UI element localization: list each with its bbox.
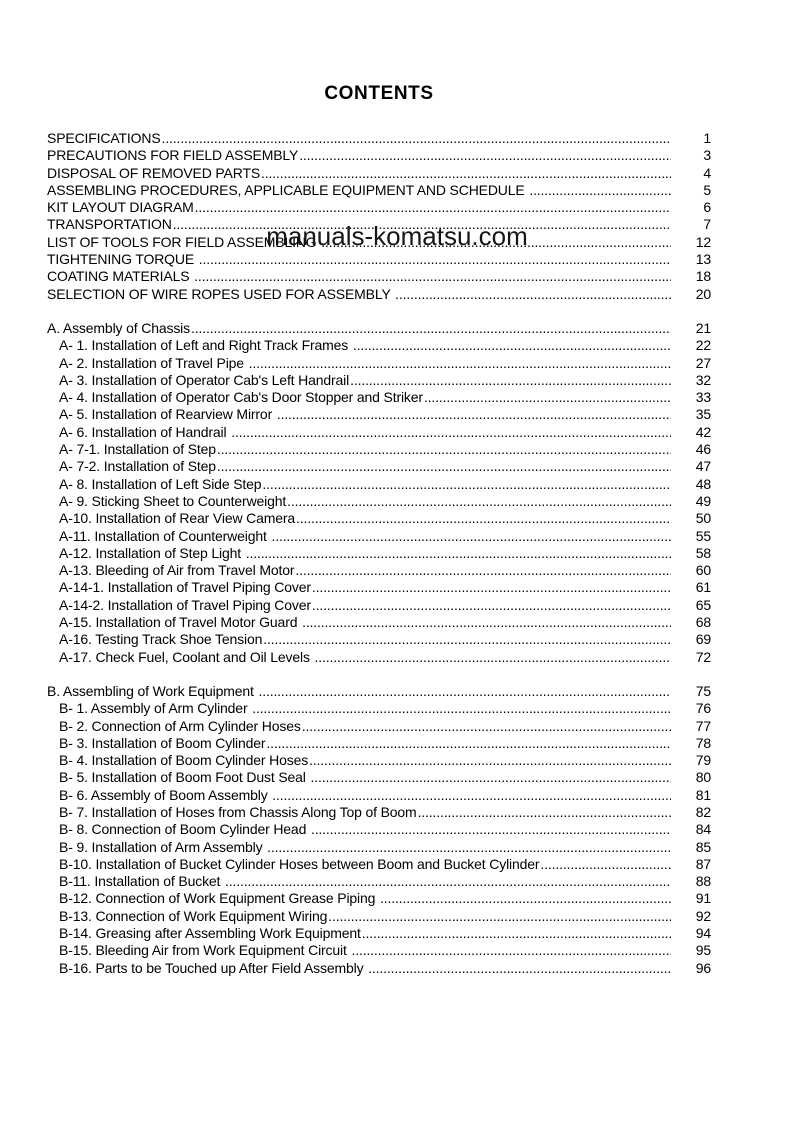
toc-entry-label: COATING MATERIALS [47, 268, 194, 285]
watermark-overlay: manuals-komatsu.com [266, 221, 528, 251]
toc-entry-page: 5 [703, 181, 711, 198]
dot-leader [249, 355, 671, 372]
toc-entry-label: A- 5. Installation of Rearview Mirror [59, 406, 276, 423]
toc-row [47, 873, 711, 890]
dot-leader [246, 545, 671, 562]
toc-entry-label: B- 1. Assembly of Arm Cylinder [59, 700, 252, 717]
toc-row [47, 165, 711, 182]
toc-entry-page: 50 [695, 510, 711, 527]
toc-entry-label: ASSEMBLING PROCEDURES, APPLICABLE EQUIPMENT AND SCHEDULE [47, 181, 529, 198]
toc-entry-label: A- 3. Installation of Operator Cab's Left Handrail [59, 371, 350, 388]
toc-entry-page: 21 [695, 319, 711, 336]
dot-leader [353, 337, 671, 354]
toc-row [47, 199, 711, 216]
toc-entry-page: 27 [695, 354, 711, 371]
dot-leader [309, 752, 671, 769]
toc-entry-label: B- 6. Assembly of Boom Assembly [59, 786, 272, 803]
toc-row [47, 890, 711, 907]
dot-leader [199, 251, 671, 268]
toc-row [47, 614, 711, 631]
toc-entry-page: 35 [695, 406, 711, 423]
toc-entry-page: 78 [695, 734, 711, 751]
dot-leader [225, 873, 671, 890]
dot-leader [312, 597, 671, 614]
toc-row [47, 821, 711, 838]
dot-leader [194, 268, 671, 285]
dot-leader [311, 821, 671, 838]
toc-row [47, 752, 711, 769]
dot-leader [380, 890, 671, 907]
dot-leader [271, 528, 671, 545]
toc-entry-label: A- 6. Installation of Handrail [59, 423, 231, 440]
dot-leader [277, 406, 671, 423]
toc-row [47, 216, 711, 233]
toc-entry-page: 55 [695, 527, 711, 544]
toc-row [47, 925, 711, 942]
toc-entry-page: 92 [695, 907, 711, 924]
toc-entry-page: 58 [695, 544, 711, 561]
dot-leader [296, 510, 671, 527]
toc-row [47, 683, 711, 700]
toc-entry-label: A- 9. Sticking Sheet to Counterweight [59, 492, 287, 509]
toc-entry-page: 7 [703, 216, 711, 233]
toc-row [47, 562, 711, 579]
dot-leader [261, 165, 671, 182]
dot-leader [418, 804, 671, 821]
toc-row [47, 268, 711, 285]
toc-entry-page: 1 [703, 130, 711, 146]
toc-entry-label: DISPOSAL OF REMOVED PARTS [47, 164, 261, 181]
toc-row [47, 234, 711, 251]
toc-entry-label: TIGHTENING TORQUE [47, 251, 198, 268]
toc-entry-page: 32 [695, 371, 711, 388]
toc-entry-label: KIT LAYOUT DIAGRAM [47, 199, 194, 216]
dot-leader [540, 856, 671, 873]
toc-entry-page: 13 [695, 251, 711, 268]
dot-leader [424, 389, 671, 406]
toc-entry-page: 82 [695, 803, 711, 820]
dot-leader [263, 631, 671, 648]
toc-row [47, 908, 711, 925]
toc-entry-label: B-15. Bleeding Air from Work Equipment Circuit [59, 942, 351, 959]
toc-entry-page: 69 [695, 631, 711, 648]
toc-entry-label: A-14-1. Installation of Travel Piping Cover [59, 579, 311, 596]
toc-row [47, 493, 711, 510]
toc-entry-label: B- 8. Connection of Boom Cylinder Head [59, 821, 310, 838]
toc-row [47, 804, 711, 821]
toc-entry-page: 49 [695, 492, 711, 509]
toc-entry-page: 79 [695, 752, 711, 769]
toc-entry-label: B-12. Connection of Work Equipment Grease Piping [59, 890, 380, 907]
toc-row [47, 769, 711, 786]
toc-entry-label: B- 7. Installation of Hoses from Chassis Along Top of Boom [59, 803, 417, 820]
dot-leader [315, 649, 671, 666]
toc-row [47, 476, 711, 493]
dot-leader [295, 562, 671, 579]
toc-entry-page: 20 [695, 285, 711, 302]
dot-leader [362, 925, 671, 942]
toc-entry-page: 60 [695, 562, 711, 579]
toc-entry-label: A- 7-1. Installation of Step [59, 441, 216, 458]
toc-entry-label: B- 4. Installation of Boom Cylinder Hoses [59, 752, 309, 769]
toc-entry-label: B-13. Connection of Work Equipment Wiring [59, 907, 328, 924]
toc-entry-page: 95 [695, 942, 711, 959]
toc-entry-label: A- 4. Installation of Operator Cab's Door Stopper and Striker [59, 389, 423, 406]
toc-entry-label: A-16. Testing Track Shoe Tension [59, 631, 263, 648]
toc-entry-label: A- 7-2. Installation of Step [59, 458, 216, 475]
toc-entry-page: 22 [695, 337, 711, 354]
toc-entry-page: 91 [695, 890, 711, 907]
toc-row [47, 424, 711, 441]
toc-entry-page: 85 [695, 838, 711, 855]
toc-entry-page: 75 [695, 682, 711, 699]
toc-row [47, 510, 711, 527]
dot-leader [252, 700, 671, 717]
dot-leader [173, 216, 671, 233]
toc-row [47, 320, 711, 337]
dot-leader [529, 182, 671, 199]
toc-row [47, 942, 711, 959]
toc-entry-label: A-10. Installation of Rear View Camera [59, 510, 296, 527]
dot-leader [302, 614, 671, 631]
dot-leader [312, 579, 671, 596]
toc-entry-label: A-12. Installation of Step Light [59, 544, 245, 561]
dot-leader [302, 718, 671, 735]
dot-leader [272, 787, 671, 804]
toc-entry-label: B. Assembling of Work Equipment [47, 682, 258, 699]
toc-row [47, 856, 711, 873]
toc-row [47, 372, 711, 389]
toc-entry-label: A- 1. Installation of Left and Right Track Frames [59, 337, 352, 354]
page-title: CONTENTS [324, 83, 434, 104]
toc-entry-page: 94 [695, 925, 711, 942]
dot-leader [368, 960, 671, 977]
toc-row [47, 355, 711, 372]
toc-row [47, 251, 711, 268]
toc-entry-page: 84 [695, 821, 711, 838]
toc-entry-label: B- 5. Installation of Boom Foot Dust Seal [59, 769, 310, 786]
dot-leader [191, 320, 671, 337]
toc-entry-page: 48 [695, 475, 711, 492]
toc-row [47, 130, 711, 147]
dot-leader [311, 769, 672, 786]
toc-row [47, 147, 711, 164]
dot-leader [299, 147, 671, 164]
toc-row [47, 960, 711, 977]
toc-entry-page: 42 [695, 423, 711, 440]
dot-leader [258, 683, 671, 700]
toc-entry-label: B-11. Installation of Bucket [59, 873, 225, 890]
toc-entry-label: PRECAUTIONS FOR FIELD ASSEMBLY [47, 147, 299, 164]
toc-row [47, 597, 711, 614]
toc-row [47, 458, 711, 475]
toc-row [47, 286, 711, 303]
toc-entry-label: B- 3. Installation of Boom Cylinder [59, 734, 266, 751]
toc-entry-label: TRANSPORTATION [47, 216, 172, 233]
toc-row [47, 700, 711, 717]
toc-row [47, 441, 711, 458]
toc-entry-page: 81 [695, 786, 711, 803]
toc-entry-label: B-14. Greasing after Assembling Work Equipment [59, 925, 361, 942]
toc-entry-page: 68 [695, 614, 711, 631]
dot-leader [287, 493, 671, 510]
toc-row [47, 839, 711, 856]
dot-leader [217, 458, 671, 475]
toc-section-front-matter [47, 130, 711, 303]
toc-entry-page: 46 [695, 441, 711, 458]
dot-leader [395, 286, 671, 303]
toc-entry-label: A- 2. Installation of Travel Pipe [59, 354, 248, 371]
toc-entry-label: B-16. Parts to be Touched up After Field Assembly [59, 959, 368, 976]
dot-leader [350, 372, 671, 389]
toc-entry-page: 72 [695, 648, 711, 665]
toc-entry-page: 80 [695, 769, 711, 786]
toc-row [47, 337, 711, 354]
toc-entry-label: LIST OF TOOLS FOR FIELD ASSEMBLING [47, 233, 321, 250]
toc-entry-label: A-14-2. Installation of Travel Piping Cover [59, 596, 311, 613]
dot-leader [351, 942, 671, 959]
toc-entry-page: 33 [695, 389, 711, 406]
toc-row [47, 579, 711, 596]
toc-row [47, 718, 711, 735]
dot-leader [231, 424, 671, 441]
toc-entry-page: 3 [703, 147, 711, 164]
toc-entry-label: B-10. Installation of Bucket Cylinder Hoses between Boom and Bucket Cylinder [59, 855, 540, 872]
dot-leader [266, 735, 671, 752]
toc-entry-page: 76 [695, 700, 711, 717]
toc-entry-label: A-13. Bleeding of Air from Travel Motor [59, 562, 295, 579]
toc-entry-label: A- 8. Installation of Left Side Step [59, 475, 262, 492]
dot-leader [217, 441, 671, 458]
toc-entry-page: 88 [695, 873, 711, 890]
dot-leader [195, 199, 671, 216]
toc-row [47, 545, 711, 562]
toc-row [47, 787, 711, 804]
toc-entry-label: A-15. Installation of Travel Motor Guard [59, 614, 302, 631]
toc-entry-page: 61 [695, 579, 711, 596]
toc-row [47, 528, 711, 545]
toc-entry-page: 6 [703, 199, 711, 216]
toc-row [47, 631, 711, 648]
toc-row [47, 649, 711, 666]
toc-row [47, 406, 711, 423]
table-of-contents [47, 130, 711, 977]
toc-entry-page: 12 [695, 233, 711, 250]
toc-section-a-assembly-of-chassis [47, 320, 711, 666]
dot-leader [267, 839, 671, 856]
toc-entry-page: 4 [703, 164, 711, 181]
toc-entry-label: A-17. Check Fuel, Coolant and Oil Levels [59, 648, 314, 665]
toc-entry-label: A. Assembly of Chassis [47, 319, 190, 336]
dot-leader [262, 476, 671, 493]
toc-entry-label: A-11. Installation of Counterweight [59, 527, 271, 544]
toc-section-b-assembling-of-work-equipment [47, 683, 711, 977]
content-column [47, 84, 711, 977]
toc-entry-label: SELECTION OF WIRE ROPES USED FOR ASSEMBLY [47, 285, 395, 302]
toc-entry-page: 87 [695, 855, 711, 872]
toc-entry-page: 18 [695, 268, 711, 285]
toc-row [47, 389, 711, 406]
toc-entry-page: 96 [695, 959, 711, 976]
dot-leader [321, 234, 671, 251]
dot-leader [328, 908, 671, 925]
toc-entry-page: 65 [695, 596, 711, 613]
toc-entry-label: SPECIFICATIONS [47, 130, 161, 146]
dot-leader [162, 130, 671, 147]
toc-row [47, 735, 711, 752]
toc-entry-label: B- 9. Installation of Arm Assembly [59, 838, 267, 855]
toc-entry-label: B- 2. Connection of Arm Cylinder Hoses [59, 717, 301, 734]
toc-row [47, 182, 711, 199]
toc-entry-page: 47 [695, 458, 711, 475]
toc-entry-page: 77 [695, 717, 711, 734]
